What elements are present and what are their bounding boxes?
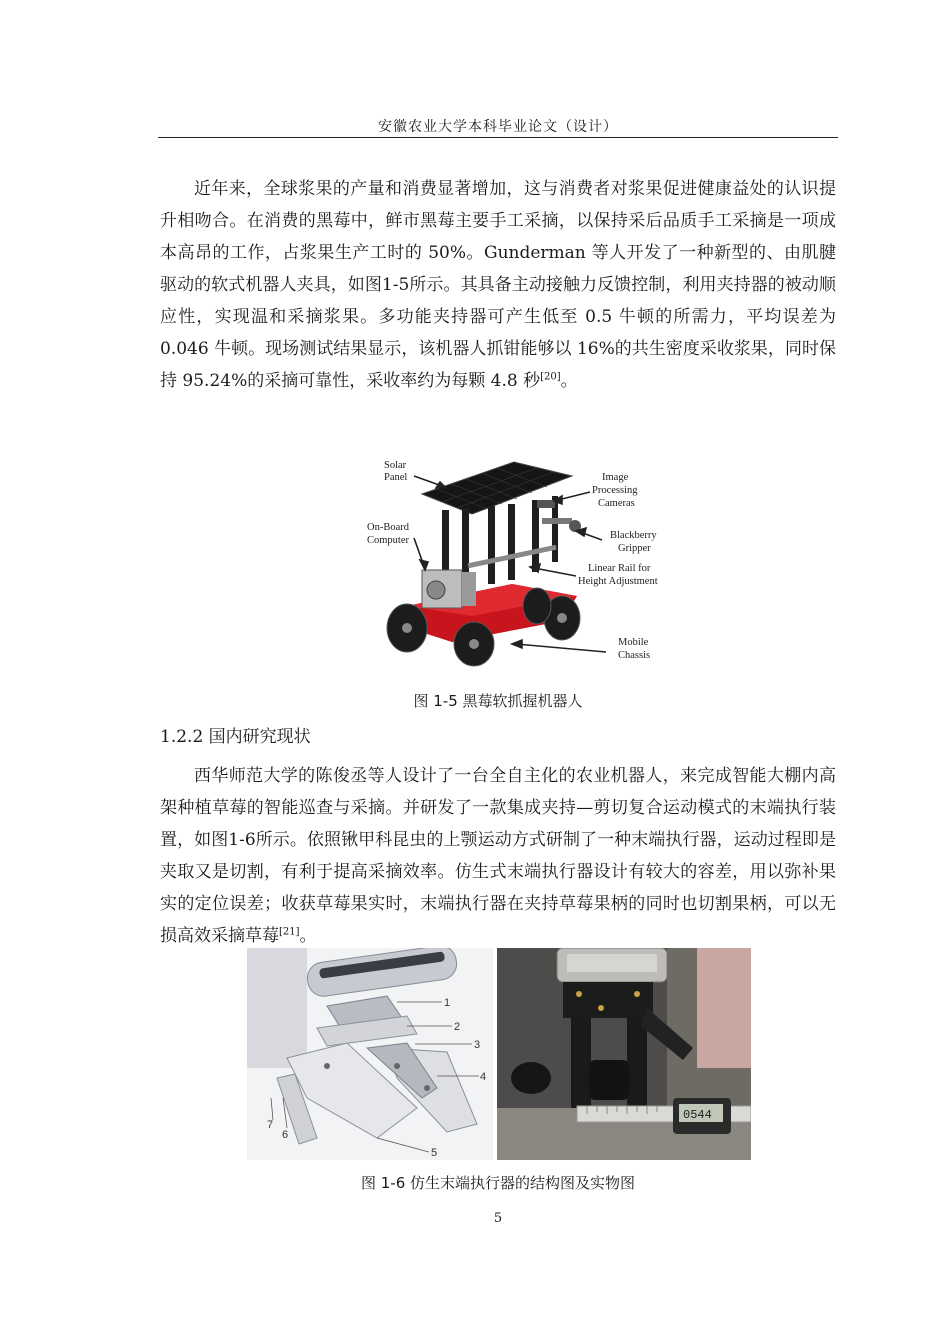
label-cameras-1: Image	[602, 472, 629, 483]
label-gripper-2: Gripper	[618, 543, 651, 554]
part-number-6: 6	[282, 1129, 289, 1141]
label-solar-panel-2: Panel	[384, 472, 408, 483]
paragraph-2-end: 。	[299, 926, 317, 946]
label-computer-1: On-Board	[367, 522, 409, 533]
subsection-title: 1.2.2 国内研究现状	[160, 727, 311, 747]
figure-1-5-caption: 图 1-5 黑莓软抓握机器人	[413, 692, 583, 710]
label-gripper-1: Blackberry	[610, 530, 657, 541]
paragraph-1-end: 。	[560, 371, 578, 391]
paragraph-1	[160, 173, 836, 397]
caliper-readout: 0544	[683, 1108, 712, 1122]
paragraph-2-text: 西华师范大学的陈俊丞等人设计了一台全自主化的农业机器人，来完成智能大棚内高架种植草莓的智能巡查与采摘。并研发了一款集成夹持—剪切复合运动模式的末端执行装置，如图1-6所示。依照锹甲科昆虫的上颚运动方式研制了一种末端执行器，运动过程即是夹取又是切割，有利于提高采摘效率。仿生式末端执行器设计有较大的容差，用以弥补果实的定位误差；收获草莓果实时，末端执行器在夹持草莓果柄的同时也切割果柄，可以无损高效采摘草莓	[160, 766, 836, 946]
paragraph-2	[160, 760, 836, 952]
figure-1-6-photo	[497, 948, 751, 1160]
part-number-5: 5	[431, 1147, 438, 1159]
part-number-7: 7	[267, 1119, 274, 1131]
label-solar-panel-1: Solar	[384, 460, 407, 471]
label-rail-2: Height Adjustment	[578, 576, 658, 587]
page-header: 安徽农业大学本科毕业论文（设计）	[378, 119, 618, 135]
blackberry-robot-illustration	[362, 456, 672, 668]
label-chassis-1: Mobile	[618, 637, 649, 648]
label-chassis-2: Chassis	[618, 650, 651, 661]
figure-1-6-caption: 图 1-6 仿生末端执行器的结构图及实物图	[360, 1174, 636, 1192]
figure-1-5	[362, 456, 672, 668]
figure-1-6-structure-drawing	[247, 948, 493, 1160]
part-number-4: 4	[480, 1071, 487, 1083]
label-cameras-2: Processing	[592, 485, 638, 496]
part-number-1: 1	[444, 997, 451, 1009]
header-rule	[158, 137, 838, 138]
page-number: 5	[493, 1211, 503, 1226]
part-number-2: 2	[454, 1021, 461, 1033]
label-rail-1: Linear Rail for	[588, 563, 651, 574]
label-computer-2: Computer	[367, 535, 409, 546]
label-cameras-3: Cameras	[598, 498, 635, 509]
part-number-3: 3	[474, 1039, 481, 1051]
citation-21: [21]	[279, 926, 300, 938]
citation-20: [20]	[540, 371, 561, 383]
paragraph-1-text: 近年来，全球浆果的产量和消费显著增加，这与消费者对浆果促进健康益处的认识提升相吻合。在消费的黑莓中，鲜市黑莓主要手工采摘，以保持采后品质手工采摘是一项成本高昂的工作，占浆果生产工时的 50%。Gunderman 等人开发了一种新型的、由肌腱驱动的软式机器人夹具，如图1-5所示。其具备主动接触力反馈控制，利用夹持器的被动顺应性，实现温和采摘浆果。多功能夹持器可产生低至 0.5 牛顿的所需力，平均误差为 0.046 牛顿。现场测试结果显示，该机器人抓钳能够以 16%的共生密度采收浆果，同时保持 95.24%的采摘可靠性，采收率约为每颗 4.8 秒	[160, 179, 836, 391]
